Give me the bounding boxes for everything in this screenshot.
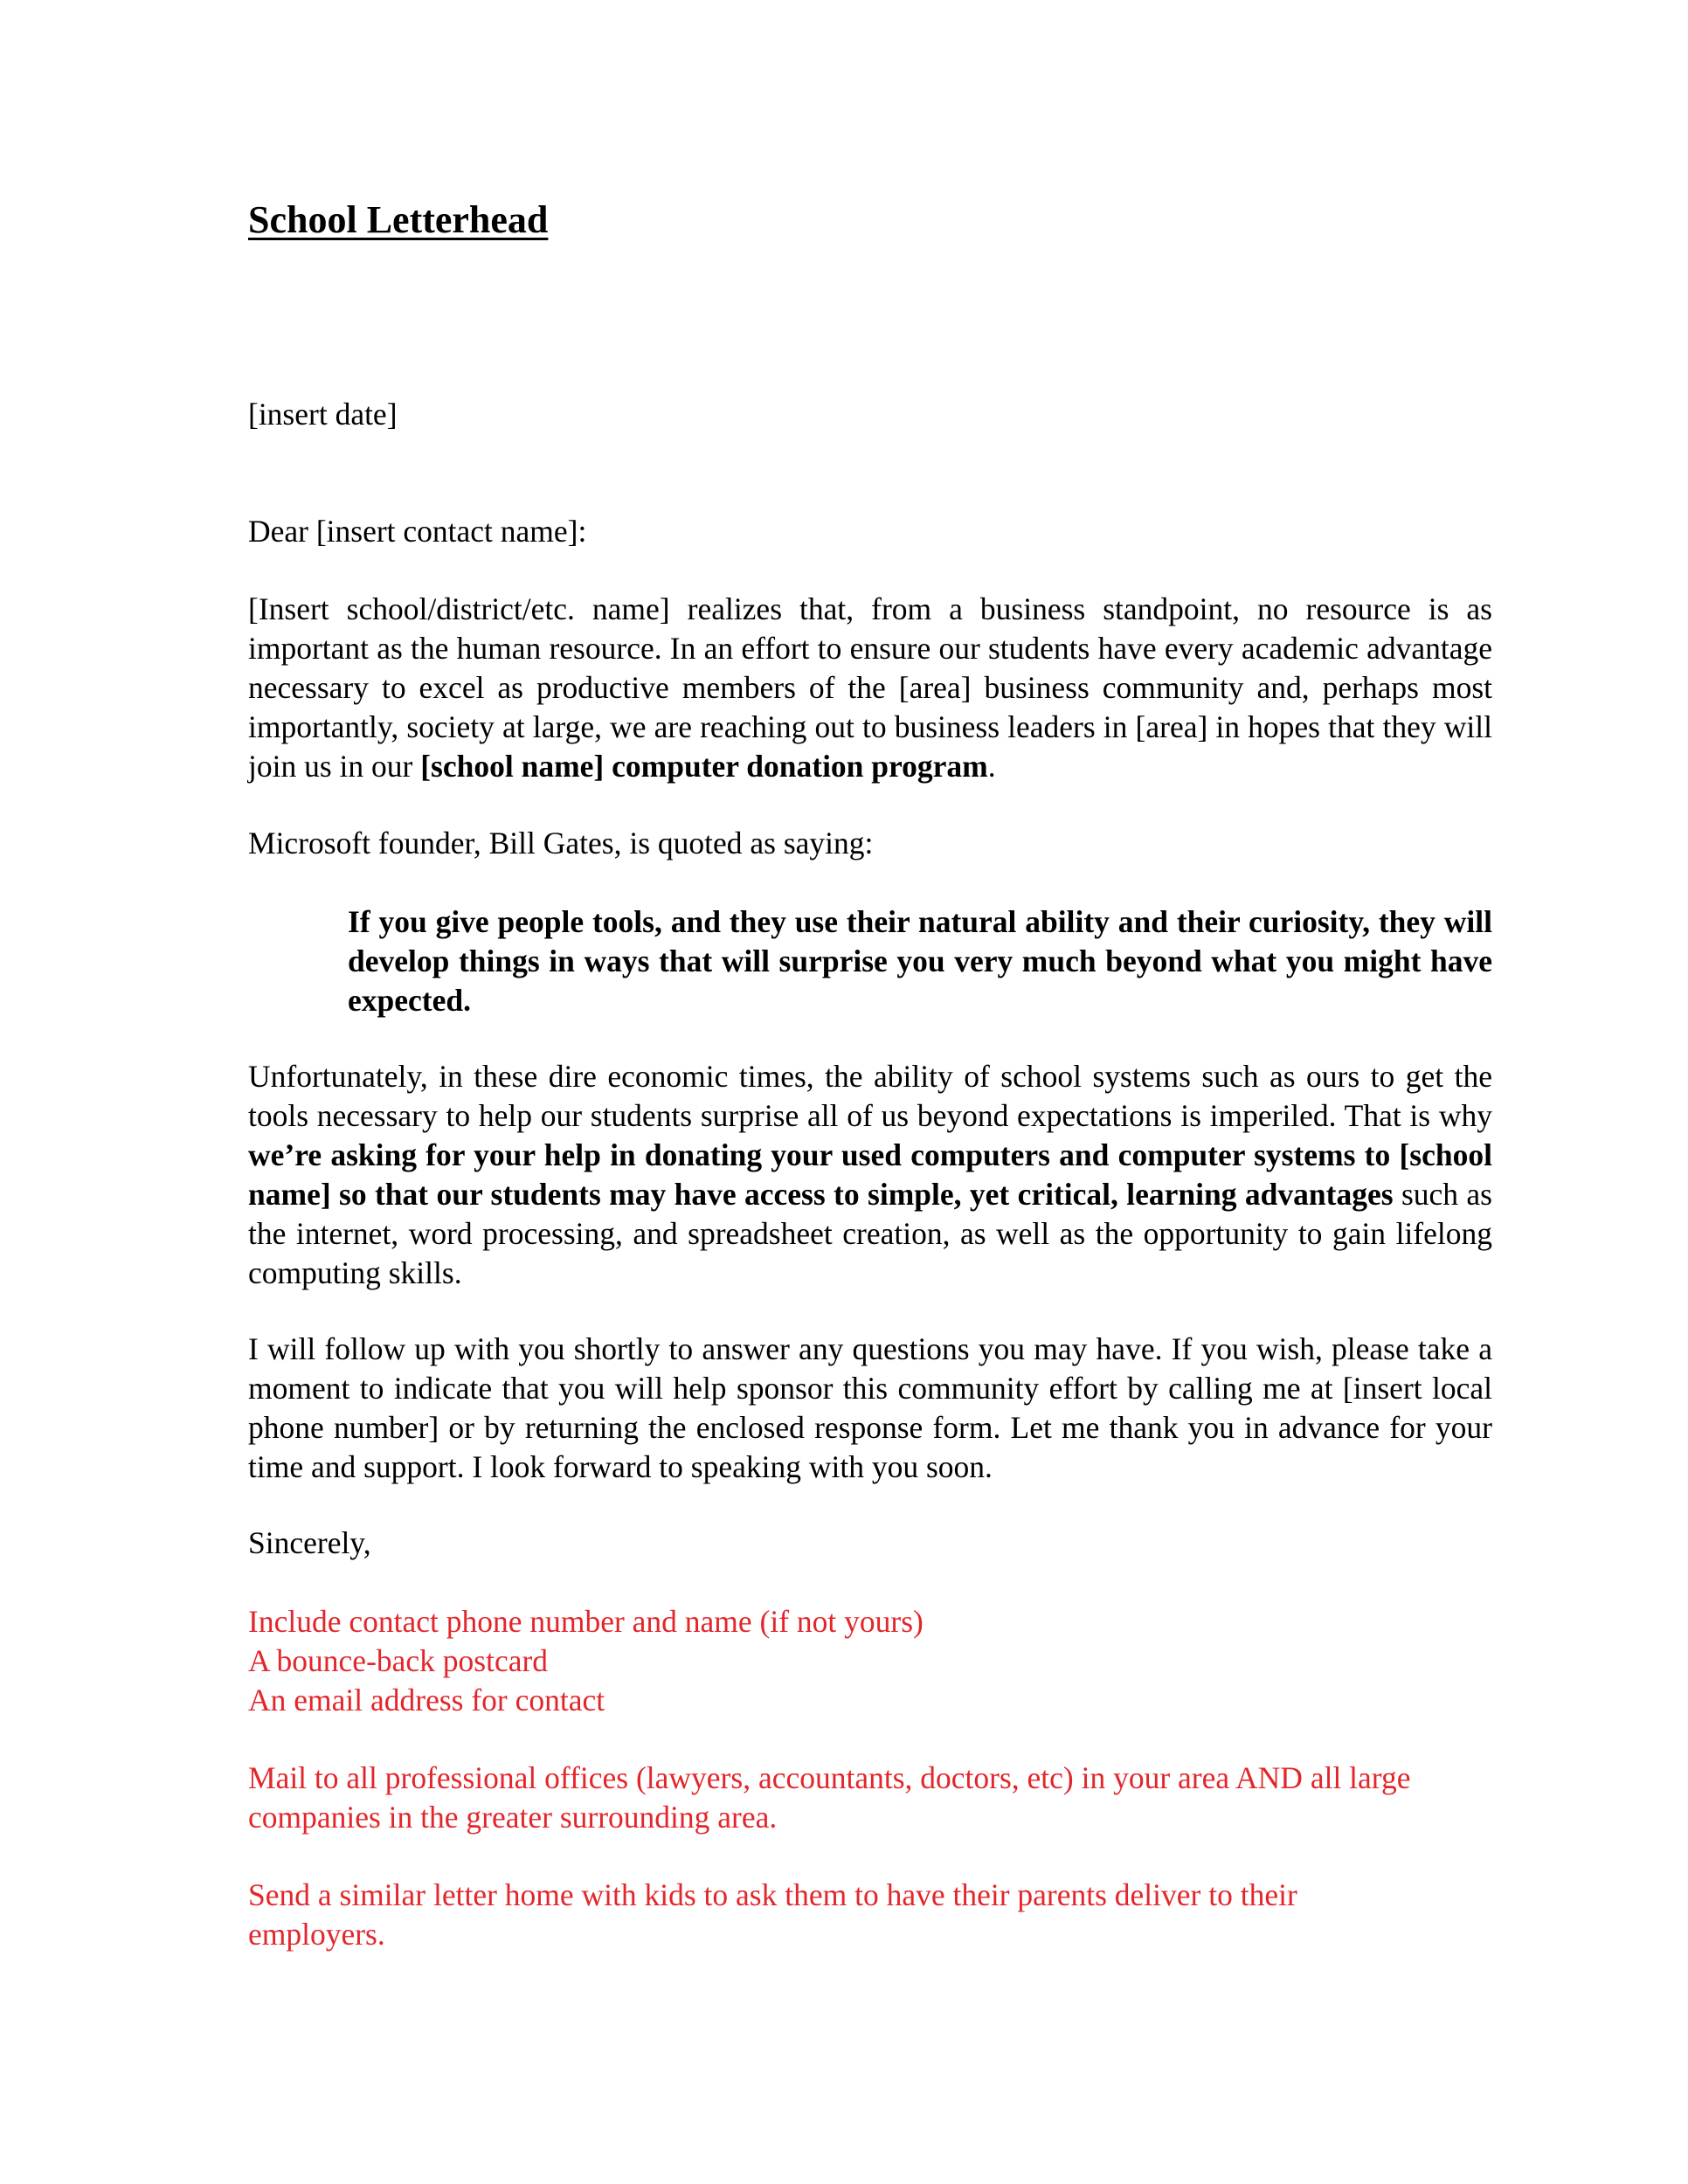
intro-end: . <box>987 749 996 784</box>
note-line: Include contact phone number and name (if not yours) <box>248 1604 924 1639</box>
salutation: Dear [insert contact name]: <box>248 514 587 549</box>
include-notes <box>248 1602 1492 1720</box>
intro-paragraph <box>248 590 1492 786</box>
program-name: [school name] computer donation program <box>420 749 988 784</box>
intro-text: [Insert school/district/etc. name] realizes that, from a business standpoint, no resource is as important as the human resource. In an effort to ensure our students have every academic advantage necessary to excel as productive members of the [area] business community and, perhaps most importantly, society at large, we are reaching out to business leaders in [area] in hopes that they will join us in our <box>248 591 1492 784</box>
date-line: [insert date] <box>248 397 398 432</box>
request-end: such as the internet, word processing, and spreadsheet creation, as well as the opportunity to gain lifelong computing skills. <box>248 1177 1492 1290</box>
note-line: A bounce-back postcard <box>248 1643 549 1678</box>
mail-note: Mail to all professional offices (lawyers, accountants, doctors, etc) in your area AND all large companies in the greater surrounding area. <box>248 1760 1411 1835</box>
letterhead-title: School Letterhead <box>248 198 549 241</box>
follow-up-paragraph: I will follow up with you shortly to answer any questions you may have. If you wish, please take a moment to indicate that you will help sponsor this community effort by calling me at [insert local phone number] or by returning the enclosed response form. Let me thank you in advance for your time and support. I look forward to speaking with you soon. <box>248 1331 1492 1484</box>
request-paragraph <box>248 1057 1492 1293</box>
closing: Sincerely, <box>248 1525 371 1560</box>
gates-quote: If you give people tools, and they use their natural ability and their curiosity, they will develop things in ways that will surprise you very much beyond what you might have expected. <box>348 904 1492 1018</box>
request-emphasis: we’re asking for your help in donating your used computers and computer systems to [school name] so that our students may have access to simple, yet critical, learning advantages <box>248 1137 1492 1212</box>
quote-intro: Microsoft founder, Bill Gates, is quoted as saying: <box>248 826 874 860</box>
note-line: An email address for contact <box>248 1683 605 1717</box>
send-note: Send a similar letter home with kids to ask them to have their parents deliver to their employers. <box>248 1877 1297 1952</box>
request-text: Unfortunately, in these dire economic times, the ability of school systems such as ours to get the tools necessary to help our students surprise all of us beyond expectations is imperiled. That is why <box>248 1059 1492 1133</box>
